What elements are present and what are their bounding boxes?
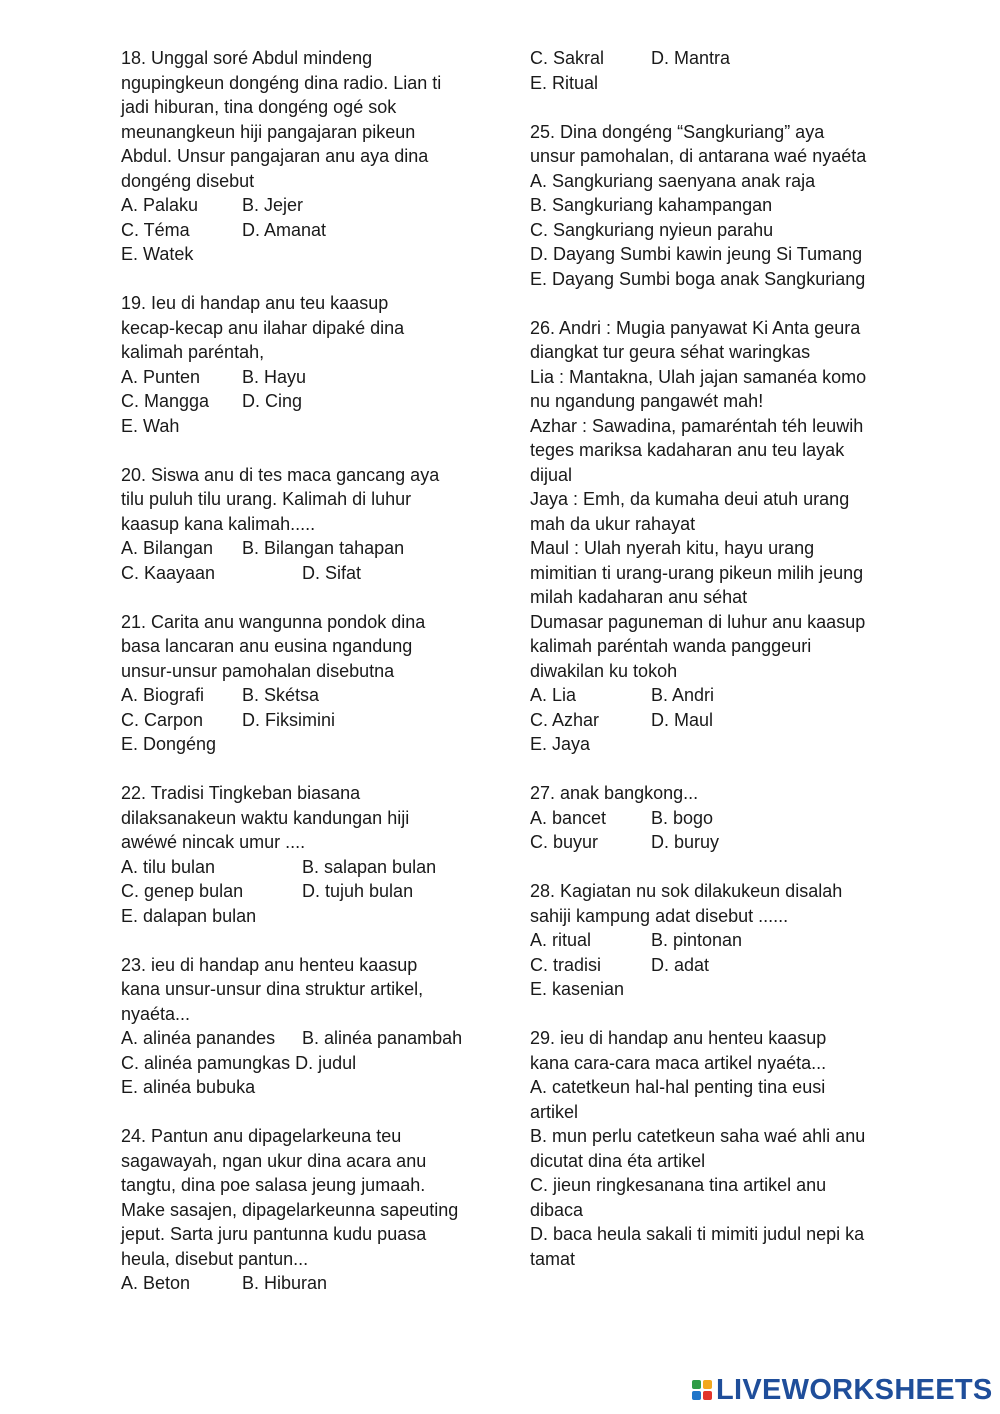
question-20 — [121, 463, 481, 586]
question-26 — [530, 316, 890, 757]
options-row — [121, 561, 481, 586]
option-c[interactable]: C. Téma — [121, 219, 190, 240]
option-a[interactable]: A. alinéa panandes — [121, 1028, 276, 1048]
left-column — [121, 46, 481, 1320]
options-row — [121, 708, 481, 733]
options-row — [121, 683, 481, 708]
option-d[interactable]: D. Dayang Sumbi kawin jeung Si Tumang — [530, 244, 863, 264]
question-stem: 22. Tradisi Tingkeban biasana dilaksanakeun waktu kandungan hiji awéwé nincak umur .... — [121, 783, 410, 852]
option-a[interactable]: A. ritual — [530, 930, 592, 950]
options-row — [121, 904, 481, 929]
options-row — [121, 879, 481, 904]
option-e[interactable]: E. Ritual — [530, 72, 599, 93]
options-row — [121, 1051, 481, 1076]
question-stem: 27. anak bangkong... — [530, 783, 699, 803]
logo-square-blue — [692, 1391, 701, 1400]
option-a[interactable]: A. bancet — [530, 807, 607, 828]
option-e[interactable]: E. kasenian — [530, 979, 625, 999]
option-c[interactable]: C. tradisi — [530, 954, 602, 975]
option-a[interactable]: A. Lia — [530, 685, 577, 705]
option-d[interactable]: D. Fiksimini — [242, 709, 335, 730]
option-a[interactable]: A. Palaku — [121, 195, 199, 215]
option-b[interactable]: B. mun perlu catetkeun saha waé ahli anu dicutat dina éta artikel — [530, 1126, 866, 1171]
option-b[interactable]: B. Andri — [651, 685, 715, 705]
option-a[interactable]: A. Biografi — [121, 685, 205, 705]
question-22 — [121, 781, 481, 928]
right-column — [530, 46, 890, 1296]
question-stem: 26. Andri : Mugia panyawat Ki Anta geura diangkat tur geura séhat waringkas Lia : Mantakna, Ulah jajan samanéa komo nu ngandung pangawét mah! Azhar : Sawadina, pamaréntah téh leuwih teges mariksa kadaharan anu teu layak dijual Jaya : Emh, da kumaha deui atuh urang mah da ukur rahayat Maul : Ulah nyerah kitu, hayu urang mimitian ti urang-urang pikeun milih jeung milah kadaharan anu séhat Dumasar paguneman di luhur anu kaasup kalimah paréntah wanda panggeuri diwakilan ku tokoh — [530, 317, 867, 681]
options-row — [121, 414, 481, 439]
options-row — [121, 193, 481, 218]
question-stem: 23. ieu di handap anu henteu kaasup kana unsur-unsur dina struktur artikel, nyaéta... — [121, 954, 424, 1024]
option-d[interactable]: D. Amanat — [242, 219, 327, 240]
option-c[interactable]: C. genep bulan — [121, 881, 244, 901]
option-a[interactable]: A. Bilangan — [121, 538, 214, 558]
options-row — [121, 218, 481, 243]
logo-text: LIVEWORKSHEETS — [716, 1373, 993, 1406]
question-stem: 18. Unggal soré Abdul mindeng ngupingkeun dongéng dina radio. Lian ti jadi hiburan, tina dongéng ogé sok meunangkeun hiji pangajaran pikeun Abdul. Unsur pangajaran anu aya dina dongéng disebut — [121, 48, 442, 191]
question-24-continued — [530, 46, 890, 95]
question-21 — [121, 610, 481, 757]
question-25 — [530, 120, 890, 292]
options-row — [530, 46, 890, 71]
question-stem: 20. Siswa anu di tes maca gancang aya tilu puluh tilu urang. Kalimah di luhur kaasup kana kalimah..... — [121, 464, 440, 534]
options-row — [121, 389, 481, 414]
option-d[interactable]: D. Cing — [242, 391, 303, 411]
option-b[interactable]: B. alinéa panambah — [302, 1028, 463, 1048]
options-row — [530, 708, 890, 733]
option-a[interactable]: A. tilu bulan — [121, 856, 216, 877]
option-e[interactable]: E. dalapan bulan — [121, 905, 257, 926]
options-row — [121, 242, 481, 267]
question-23 — [121, 953, 481, 1100]
option-a[interactable]: A. catetkeun hal-hal penting tina eusi artikel — [530, 1077, 826, 1122]
options-row — [121, 1075, 481, 1100]
question-stem: 25. Dina dongéng “Sangkuriang” aya unsur pamohalan, di antarana waé nyaéta — [530, 121, 867, 166]
option-c[interactable]: C. Kaayaan — [121, 562, 216, 583]
option-b[interactable]: B. Jejer — [242, 195, 304, 215]
options-row — [530, 71, 890, 96]
logo-square-red — [703, 1391, 712, 1400]
logo-square-green — [692, 1380, 701, 1389]
liveworksheets-mark-icon — [692, 1380, 712, 1400]
option-d[interactable]: D. adat — [651, 954, 710, 975]
question-19 — [121, 291, 481, 438]
option-b[interactable]: B. Hiburan — [242, 1273, 328, 1293]
option-d[interactable]: D. Mantra — [651, 48, 731, 68]
options-row — [530, 953, 890, 978]
option-c[interactable]: C. Carpon — [121, 709, 204, 730]
options-row — [121, 1026, 481, 1051]
option-c[interactable]: C. alinéa pamungkas — [121, 1052, 291, 1073]
option-d[interactable]: D. baca heula sakali ti mimiti judul nepi ka tamat — [530, 1224, 865, 1269]
option-b[interactable]: B. bogo — [651, 807, 714, 828]
question-stem: 28. Kagiatan nu sok dilakukeun disalah sahiji kampung adat disebut ...... — [530, 881, 843, 926]
question-27 — [530, 781, 890, 855]
option-e[interactable]: E. Dongéng — [121, 734, 217, 754]
option-c[interactable]: C. Azhar — [530, 709, 600, 730]
options-row — [121, 536, 481, 561]
option-d[interactable]: D. judul — [295, 1052, 357, 1073]
options-row — [530, 830, 890, 855]
option-a[interactable]: A. Beton — [121, 1273, 191, 1293]
options-row — [121, 1271, 481, 1296]
option-e[interactable]: E. Dayang Sumbi boga anak Sangkuriang — [530, 268, 866, 289]
question-stem: 19. Ieu di handap anu teu kaasup kecap-kecap anu ilahar dipaké dina kalimah paréntah, — [121, 293, 405, 362]
option-c[interactable]: C. Sakral — [530, 48, 605, 68]
option-c[interactable]: C. Mangga — [121, 391, 210, 411]
options-row — [530, 977, 890, 1002]
question-18 — [121, 46, 481, 267]
options-row — [530, 683, 890, 708]
option-c[interactable]: C. jieun ringkesanana tina artikel anu dibaca — [530, 1175, 827, 1220]
options-row — [121, 365, 481, 390]
option-b[interactable]: B. Bilangan tahapan — [242, 538, 405, 558]
option-a[interactable]: A. Sangkuriang saenyana anak raja — [530, 170, 816, 191]
option-c[interactable]: C. buyur — [530, 832, 599, 852]
options-row — [121, 732, 481, 757]
option-d[interactable]: D. Maul — [651, 709, 714, 730]
question-stem: 29. ieu di handap anu henteu kaasup kana cara-cara maca artikel nyaéta... — [530, 1028, 827, 1073]
liveworksheets-logo — [692, 1373, 993, 1406]
options-row — [530, 806, 890, 831]
question-24 — [121, 1124, 481, 1296]
option-e[interactable]: E. Watek — [121, 244, 194, 264]
option-a[interactable]: A. Punten — [121, 366, 201, 387]
option-b[interactable]: B. pintonan — [651, 930, 743, 950]
option-e[interactable]: E. alinéa bubuka — [121, 1077, 256, 1097]
option-d[interactable]: D. tujuh bulan — [302, 881, 414, 901]
option-d[interactable]: D. buruy — [651, 832, 720, 852]
options-row — [530, 928, 890, 953]
option-d[interactable]: D. Sifat — [302, 562, 362, 583]
question-stem: 21. Carita anu wangunna pondok dina basa lancaran anu eusina ngandung unsur-unsur pamohalan disebutna — [121, 611, 426, 681]
option-c[interactable]: C. Sangkuriang nyieun parahu — [530, 219, 774, 240]
option-e[interactable]: E. Wah — [121, 415, 180, 436]
options-row — [530, 732, 890, 757]
logo-square-yellow — [703, 1380, 712, 1389]
option-b[interactable]: B. Skétsa — [242, 685, 320, 705]
option-b[interactable]: B. salapan bulan — [302, 856, 437, 877]
options-row — [121, 855, 481, 880]
option-b[interactable]: B. Hayu — [242, 366, 307, 387]
option-e[interactable]: E. Jaya — [530, 734, 591, 754]
question-28 — [530, 879, 890, 1002]
question-stem: 24. Pantun anu dipagelarkeuna teu sagawayah, ngan ukur dina acara anu tangtu, dina poe salasa jeung jumaah. Make sasajen, dipagelarkeunna sapeuting jeput. Sarta juru pantunna kudu puasa heula, disebut pantun... — [121, 1126, 459, 1269]
option-b[interactable]: B. Sangkuriang kahampangan — [530, 195, 773, 215]
question-29 — [530, 1026, 890, 1271]
